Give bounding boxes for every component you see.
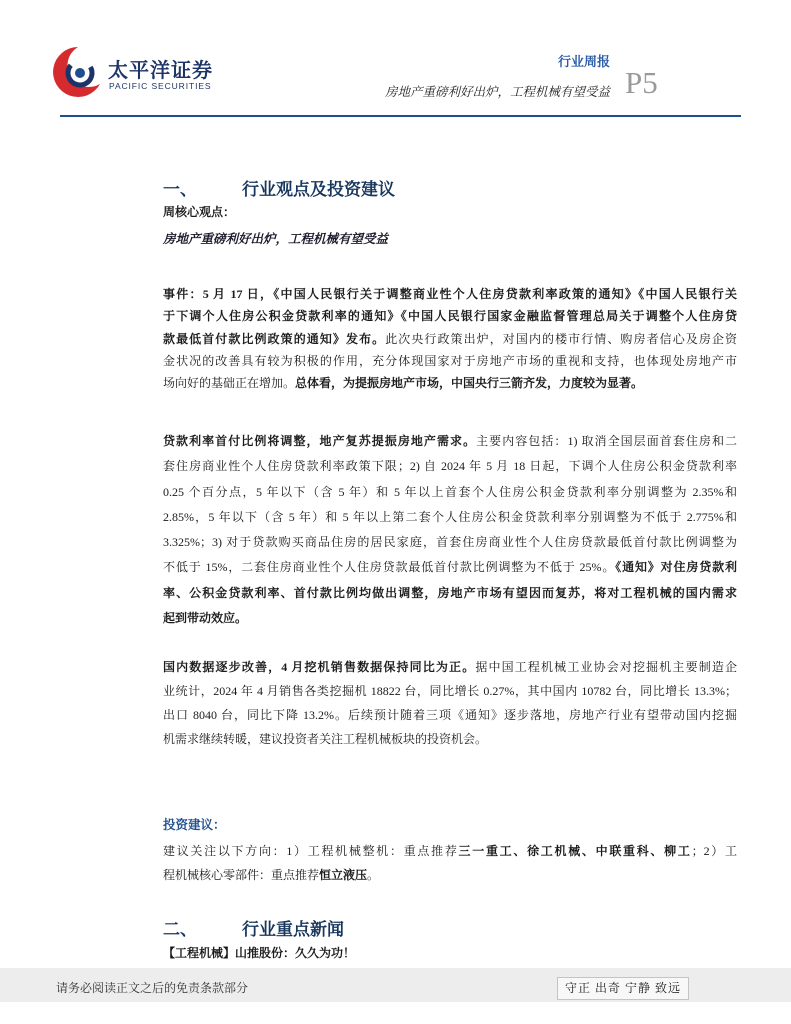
paragraph-excavator-data xyxy=(163,655,737,751)
text-segment: 0.25 个百分点，5 年以下（含 5 年）和 5 年以上首套个人住房公积金贷款利率分别调整为 2.35%和 xyxy=(163,484,737,499)
investment-advice-label: 投资建议： xyxy=(163,818,226,832)
text-segment: 3.325%；3) 对于贷款购买商品住房的居民家庭，首套住房商业性个人住房贷款最低首付款比例调整为 xyxy=(163,535,737,550)
text-segment: 此次央行政策出炉，对国内的楼市行情、购房者信心及房企资 xyxy=(385,331,737,346)
bold-text-segment: 款最低首付款比例政策的通知》发布。 xyxy=(163,331,386,346)
text-line xyxy=(163,372,737,394)
bold-text-segment: 《通知》对住房贷款利 xyxy=(615,560,737,575)
brand-name-cn: 太平洋证券 xyxy=(108,60,213,82)
text-line xyxy=(163,305,737,327)
core-view-label: 周核心观点： xyxy=(163,205,236,219)
text-segment: 。 xyxy=(367,868,380,882)
text-line xyxy=(163,505,737,530)
brand-name-en: PACIFIC SECURITIES xyxy=(109,81,212,91)
text-line xyxy=(163,839,737,863)
report-title: 房地产重磅利好出炉，工程机械有望受益 xyxy=(384,85,610,99)
section-2-number: 二、 xyxy=(163,920,197,939)
text-segment: 建议关注以下方向：1）工程机械整机：重点推荐 xyxy=(163,844,459,858)
text-line xyxy=(163,480,737,505)
header-divider xyxy=(60,115,741,117)
footer-disclaimer: 请务必阅读正文之后的免责条款部分 xyxy=(56,981,249,995)
text-segment: 场向好的基础正在增加。 xyxy=(163,376,296,391)
text-line xyxy=(163,429,737,454)
text-line xyxy=(163,283,737,305)
bold-text-segment: 起到带动效应。 xyxy=(163,611,248,626)
investment-advice-text xyxy=(163,839,737,887)
text-line xyxy=(163,679,737,703)
pacific-securities-logo-icon xyxy=(47,43,105,101)
text-line xyxy=(163,328,737,350)
bold-text-segment: 三一重工、徐工机械、中联重科、柳工 xyxy=(458,844,692,858)
text-segment: 程机械核心零部件：重点推荐 xyxy=(163,868,320,882)
text-segment: 不低于 15%，二套住房商业性个人住房贷款最低首付款比例调整为不低于 25%。 xyxy=(163,560,616,575)
text-line xyxy=(163,454,737,479)
page-number: P5 xyxy=(625,65,658,100)
text-segment: 套住房商业性个人住房贷款利率政策下限；2) 自 2024 年 5 月 18 日起，下调个人住房公积金贷款利率 xyxy=(163,459,737,474)
text-segment: 据中国工程机械工业协会对挖掘机主要制造企 xyxy=(475,660,737,674)
bold-text-segment: 国内数据逐步改善，4 月挖机销售数据保持同比为正。 xyxy=(163,660,476,674)
text-line xyxy=(163,581,737,606)
text-segment: ；2）工 xyxy=(691,844,737,858)
text-line xyxy=(163,530,737,555)
text-line xyxy=(163,727,737,751)
text-segment: 机需求继续转暖，建议投资者关注工程机械板块的投资机会。 xyxy=(163,732,488,746)
text-segment: 出口 8040 台，同比下降 13.2%。后续预计随着三项《通知》逐步落地，房地产行业有望带动国内挖掘 xyxy=(163,708,737,722)
text-line xyxy=(163,555,737,580)
text-segment: 金状况的改善具有较为积极的作用，充分体现国家对于房地产市场的重视和支持，也体现处房地产市 xyxy=(163,353,737,368)
paragraph-loan-rates xyxy=(163,429,737,631)
text-line xyxy=(163,350,737,372)
bold-text-segment: 总体看，为提振房地产市场，中国央行三箭齐发，力度较为显著。 xyxy=(295,376,644,391)
section-1-number: 一、 xyxy=(163,180,197,199)
bold-text-segment: 事件：5 月 17 日，《中国人民银行关于调整商业性个人住房贷款利率政策的通知》《中国人民银行关 xyxy=(163,287,737,301)
bold-text-segment: 贷款利率首付比例将调整，地产复苏提振房地产需求。 xyxy=(163,434,477,448)
core-view-title: 房地产重磅利好出炉，工程机械有望受益 xyxy=(163,232,389,246)
footer-motto: 守正 出奇 宁静 致远 xyxy=(557,977,689,1000)
text-segment: 主要内容包括：1) 取消全国层面首套住房和二 xyxy=(476,434,737,448)
bold-text-segment: 于下调个人住房公积金贷款利率的通知》《中国人民银行国家金融监督管理总局关于调整个人住房贷 xyxy=(163,309,737,324)
bold-text-segment: 恒立液压 xyxy=(319,868,368,882)
text-line xyxy=(163,606,737,631)
section-1-title: 行业观点及投资建议 xyxy=(242,180,395,199)
text-line xyxy=(163,703,737,727)
text-segment: 业统计，2024 年 4 月销售各类挖掘机 18822 台，同比增长 0.27%，其中国内 10782 台，同比增长 13.3%； xyxy=(163,684,737,698)
news-headline: 【工程机械】山推股份：久久为功！ xyxy=(163,946,356,960)
text-segment: 2.85%，5 年以下（含 5 年）和 5 年以上第二套个人住房公积金贷款利率分别调整为不低于 2.775%和 xyxy=(163,509,737,524)
report-type: 行业周报 xyxy=(557,54,610,69)
text-line xyxy=(163,655,737,679)
bold-text-segment: 率、公积金贷款利率、首付款比例均做出调整，房地产市场有望因而复苏，将对工程机械的国内需求 xyxy=(163,585,737,600)
paragraph-event xyxy=(163,283,737,394)
text-line xyxy=(163,863,737,887)
section-2-title: 行业重点新闻 xyxy=(242,920,344,939)
